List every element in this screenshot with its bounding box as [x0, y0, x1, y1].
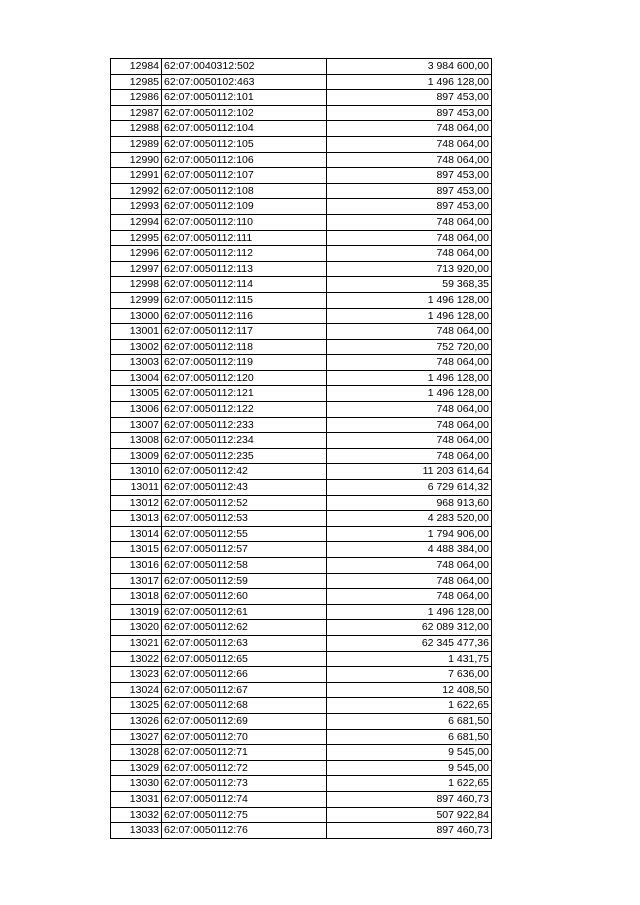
- table-row: [111, 59, 492, 75]
- cadastral-value-cell: 4 283 520,00: [327, 511, 492, 527]
- row-number-cell: 13009: [111, 448, 162, 464]
- table-row: [111, 745, 492, 761]
- cadastral-value-cell: 1 496 128,00: [327, 370, 492, 386]
- row-number-cell: 13012: [111, 495, 162, 511]
- table-row: [111, 698, 492, 714]
- cadastral-number-cell: 62:07:0050112:121: [162, 386, 327, 402]
- table-row: [111, 558, 492, 574]
- table-row: [111, 807, 492, 823]
- cadastral-number-cell: 62:07:0050112:108: [162, 183, 327, 199]
- cadastral-value-cell: 748 064,00: [327, 324, 492, 340]
- cadastral-value-cell: 1 622,65: [327, 698, 492, 714]
- table-row: [111, 464, 492, 480]
- cadastral-number-cell: 62:07:0050112:60: [162, 589, 327, 605]
- cadastral-value-cell: 11 203 614,64: [327, 464, 492, 480]
- table-row: [111, 480, 492, 496]
- cadastral-number-cell: 62:07:0050112:69: [162, 713, 327, 729]
- cadastral-value-cell: 1 496 128,00: [327, 308, 492, 324]
- cadastral-value-cell: 748 064,00: [327, 448, 492, 464]
- cadastral-number-cell: 62:07:0050112:122: [162, 402, 327, 418]
- cadastral-number-cell: 62:07:0050112:71: [162, 745, 327, 761]
- cadastral-value-cell: 748 064,00: [327, 402, 492, 418]
- cadastral-value-cell: 748 064,00: [327, 152, 492, 168]
- cadastral-number-cell: 62:07:0050112:102: [162, 105, 327, 121]
- row-number-cell: 12996: [111, 246, 162, 262]
- cadastral-value-cell: 1 431,75: [327, 651, 492, 667]
- cadastral-number-cell: 62:07:0050112:111: [162, 230, 327, 246]
- row-number-cell: 13016: [111, 558, 162, 574]
- row-number-cell: 13004: [111, 370, 162, 386]
- cadastral-value-cell: 897 453,00: [327, 199, 492, 215]
- table-row: [111, 448, 492, 464]
- table-row: [111, 324, 492, 340]
- cadastral-number-cell: 62:07:0050112:53: [162, 511, 327, 527]
- cadastral-number-cell: 62:07:0050112:62: [162, 620, 327, 636]
- row-number-cell: 12986: [111, 90, 162, 106]
- cadastral-value-cell: 748 064,00: [327, 433, 492, 449]
- row-number-cell: 12988: [111, 121, 162, 137]
- row-number-cell: 13010: [111, 464, 162, 480]
- table-row: [111, 417, 492, 433]
- table-row: [111, 90, 492, 106]
- row-number-cell: 12991: [111, 168, 162, 184]
- cadastral-value-cell: 9 545,00: [327, 745, 492, 761]
- cadastral-value-cell: 748 064,00: [327, 573, 492, 589]
- cadastral-number-cell: 62:07:0050112:59: [162, 573, 327, 589]
- row-number-cell: 12984: [111, 59, 162, 75]
- cadastral-value-cell: 968 913,60: [327, 495, 492, 511]
- cadastral-number-cell: 62:07:0050112:120: [162, 370, 327, 386]
- cadastral-value-cell: 748 064,00: [327, 246, 492, 262]
- cadastral-value-cell: 752 720,00: [327, 339, 492, 355]
- row-number-cell: 13013: [111, 511, 162, 527]
- table-row: [111, 511, 492, 527]
- row-number-cell: 13007: [111, 417, 162, 433]
- table-row: [111, 573, 492, 589]
- table-body: [111, 59, 492, 839]
- table-row: [111, 121, 492, 137]
- cadastral-value-cell: 748 064,00: [327, 136, 492, 152]
- cadastral-value-cell: 6 681,50: [327, 713, 492, 729]
- cadastral-value-cell: 3 984 600,00: [327, 59, 492, 75]
- row-number-cell: 12992: [111, 183, 162, 199]
- row-number-cell: 13014: [111, 526, 162, 542]
- table-row: [111, 667, 492, 683]
- row-number-cell: 13000: [111, 308, 162, 324]
- table-row: [111, 620, 492, 636]
- row-number-cell: 13032: [111, 807, 162, 823]
- cadastral-number-cell: 62:07:0050112:113: [162, 261, 327, 277]
- cadastral-value-cell: 748 064,00: [327, 214, 492, 230]
- cadastral-value-cell: 62 345 477,36: [327, 635, 492, 651]
- cadastral-value-cell: 1 622,65: [327, 776, 492, 792]
- row-number-cell: 13028: [111, 745, 162, 761]
- row-number-cell: 12993: [111, 199, 162, 215]
- row-number-cell: 13015: [111, 542, 162, 558]
- row-number-cell: 13001: [111, 324, 162, 340]
- cadastral-number-cell: 62:07:0050112:107: [162, 168, 327, 184]
- cadastral-number-cell: 62:07:0050112:70: [162, 729, 327, 745]
- cadastral-number-cell: 62:07:0050112:55: [162, 526, 327, 542]
- row-number-cell: 13022: [111, 651, 162, 667]
- cadastral-number-cell: 62:07:0050112:233: [162, 417, 327, 433]
- cadastral-number-cell: 62:07:0050112:61: [162, 604, 327, 620]
- cadastral-number-cell: 62:07:0050112:76: [162, 823, 327, 839]
- row-number-cell: 12999: [111, 292, 162, 308]
- row-number-cell: 13025: [111, 698, 162, 714]
- table-row: [111, 760, 492, 776]
- cadastral-value-cell: 748 064,00: [327, 558, 492, 574]
- row-number-cell: 13023: [111, 667, 162, 683]
- table-row: [111, 370, 492, 386]
- cadastral-number-cell: 62:07:0050112:68: [162, 698, 327, 714]
- table-row: [111, 136, 492, 152]
- table-row: [111, 199, 492, 215]
- row-number-cell: 13011: [111, 480, 162, 496]
- table-row: [111, 589, 492, 605]
- row-number-cell: 12998: [111, 277, 162, 293]
- cadastral-value-cell: 62 089 312,00: [327, 620, 492, 636]
- cadastral-value-cell: 1 794 906,00: [327, 526, 492, 542]
- cadastral-value-cell: 4 488 384,00: [327, 542, 492, 558]
- row-number-cell: 13008: [111, 433, 162, 449]
- cadastral-value-cell: 897 460,73: [327, 791, 492, 807]
- table-row: [111, 823, 492, 839]
- cadastral-number-cell: 62:07:0050112:235: [162, 448, 327, 464]
- cadastral-value-cell: 6 729 614,32: [327, 480, 492, 496]
- table-row: [111, 292, 492, 308]
- cadastral-value-cell: 748 064,00: [327, 589, 492, 605]
- cadastral-value-cell: 12 408,50: [327, 682, 492, 698]
- table-row: [111, 74, 492, 90]
- row-number-cell: 13021: [111, 635, 162, 651]
- table-row: [111, 386, 492, 402]
- row-number-cell: 13027: [111, 729, 162, 745]
- cadastral-number-cell: 62:07:0050112:110: [162, 214, 327, 230]
- cadastral-number-cell: 62:07:0050112:63: [162, 635, 327, 651]
- cadastral-number-cell: 62:07:0050112:66: [162, 667, 327, 683]
- cadastral-number-cell: 62:07:0050112:109: [162, 199, 327, 215]
- row-number-cell: 12987: [111, 105, 162, 121]
- cadastral-value-cell: 897 453,00: [327, 90, 492, 106]
- cadastral-value-cell: 7 636,00: [327, 667, 492, 683]
- cadastral-number-cell: 62:07:0050112:112: [162, 246, 327, 262]
- table-row: [111, 526, 492, 542]
- row-number-cell: 12995: [111, 230, 162, 246]
- table-row: [111, 495, 492, 511]
- row-number-cell: 13003: [111, 355, 162, 371]
- row-number-cell: 13030: [111, 776, 162, 792]
- table-row: [111, 355, 492, 371]
- row-number-cell: 13033: [111, 823, 162, 839]
- table-row: [111, 776, 492, 792]
- cadastral-value-cell: 1 496 128,00: [327, 74, 492, 90]
- table-row: [111, 542, 492, 558]
- table-row: [111, 402, 492, 418]
- table-row: [111, 339, 492, 355]
- table-row: [111, 713, 492, 729]
- table-row: [111, 433, 492, 449]
- cadastral-number-cell: 62:07:0050112:67: [162, 682, 327, 698]
- table-row: [111, 214, 492, 230]
- cadastral-number-cell: 62:07:0050112:117: [162, 324, 327, 340]
- cadastral-value-cell: 6 681,50: [327, 729, 492, 745]
- cadastral-value-cell: 897 453,00: [327, 168, 492, 184]
- row-number-cell: 13024: [111, 682, 162, 698]
- table-row: [111, 308, 492, 324]
- cadastral-value-cell: 748 064,00: [327, 230, 492, 246]
- cadastral-number-cell: 62:07:0050112:74: [162, 791, 327, 807]
- cadastral-number-cell: 62:07:0050112:73: [162, 776, 327, 792]
- table-row: [111, 729, 492, 745]
- row-number-cell: 13031: [111, 791, 162, 807]
- cadastral-number-cell: 62:07:0050112:58: [162, 558, 327, 574]
- row-number-cell: 13029: [111, 760, 162, 776]
- table-row: [111, 230, 492, 246]
- cadastral-number-cell: 62:07:0050112:72: [162, 760, 327, 776]
- cadastral-number-cell: 62:07:0050112:42: [162, 464, 327, 480]
- cadastral-number-cell: 62:07:0050112:106: [162, 152, 327, 168]
- table-row: [111, 261, 492, 277]
- table-row: [111, 183, 492, 199]
- cadastral-number-cell: 62:07:0050112:104: [162, 121, 327, 137]
- table-row: [111, 168, 492, 184]
- cadastral-value-cell: 748 064,00: [327, 355, 492, 371]
- row-number-cell: 12990: [111, 152, 162, 168]
- cadastral-value-cell: 897 460,73: [327, 823, 492, 839]
- cadastral-value-cell: 748 064,00: [327, 121, 492, 137]
- row-number-cell: 12989: [111, 136, 162, 152]
- cadastral-number-cell: 62:07:0050112:119: [162, 355, 327, 371]
- cadastral-value-cell: 59 368,35: [327, 277, 492, 293]
- table-row: [111, 246, 492, 262]
- row-number-cell: 13018: [111, 589, 162, 605]
- cadastral-value-cell: 1 496 128,00: [327, 604, 492, 620]
- cadastral-number-cell: 62:07:0050112:52: [162, 495, 327, 511]
- cadastral-number-cell: 62:07:0050112:43: [162, 480, 327, 496]
- row-number-cell: 13019: [111, 604, 162, 620]
- cadastral-number-cell: 62:07:0050112:65: [162, 651, 327, 667]
- table-row: [111, 604, 492, 620]
- row-number-cell: 12997: [111, 261, 162, 277]
- row-number-cell: 13026: [111, 713, 162, 729]
- row-number-cell: 12985: [111, 74, 162, 90]
- cadastral-number-cell: 62:07:0050112:105: [162, 136, 327, 152]
- cadastral-number-cell: 62:07:0050112:234: [162, 433, 327, 449]
- row-number-cell: 13005: [111, 386, 162, 402]
- table-row: [111, 635, 492, 651]
- row-number-cell: 13017: [111, 573, 162, 589]
- cadastral-number-cell: 62:07:0050112:118: [162, 339, 327, 355]
- cadastral-value-table: [110, 58, 492, 839]
- table-row: [111, 152, 492, 168]
- cadastral-value-cell: 1 496 128,00: [327, 292, 492, 308]
- cadastral-value-cell: 897 453,00: [327, 183, 492, 199]
- table-row: [111, 105, 492, 121]
- row-number-cell: 13006: [111, 402, 162, 418]
- table-row: [111, 277, 492, 293]
- cadastral-number-cell: 62:07:0050112:75: [162, 807, 327, 823]
- cadastral-number-cell: 62:07:0050112:57: [162, 542, 327, 558]
- row-number-cell: 13002: [111, 339, 162, 355]
- row-number-cell: 12994: [111, 214, 162, 230]
- cadastral-number-cell: 62:07:0050112:115: [162, 292, 327, 308]
- cadastral-value-cell: 9 545,00: [327, 760, 492, 776]
- cadastral-number-cell: 62:07:0050112:116: [162, 308, 327, 324]
- cadastral-value-cell: 748 064,00: [327, 417, 492, 433]
- cadastral-value-cell: 713 920,00: [327, 261, 492, 277]
- cadastral-number-cell: 62:07:0050102:463: [162, 74, 327, 90]
- cadastral-number-cell: 62:07:0040312:502: [162, 59, 327, 75]
- cadastral-value-cell: 897 453,00: [327, 105, 492, 121]
- cadastral-number-cell: 62:07:0050112:114: [162, 277, 327, 293]
- cadastral-value-cell: 1 496 128,00: [327, 386, 492, 402]
- table-row: [111, 682, 492, 698]
- cadastral-value-cell: 507 922,84: [327, 807, 492, 823]
- table-row: [111, 651, 492, 667]
- table-row: [111, 791, 492, 807]
- row-number-cell: 13020: [111, 620, 162, 636]
- cadastral-number-cell: 62:07:0050112:101: [162, 90, 327, 106]
